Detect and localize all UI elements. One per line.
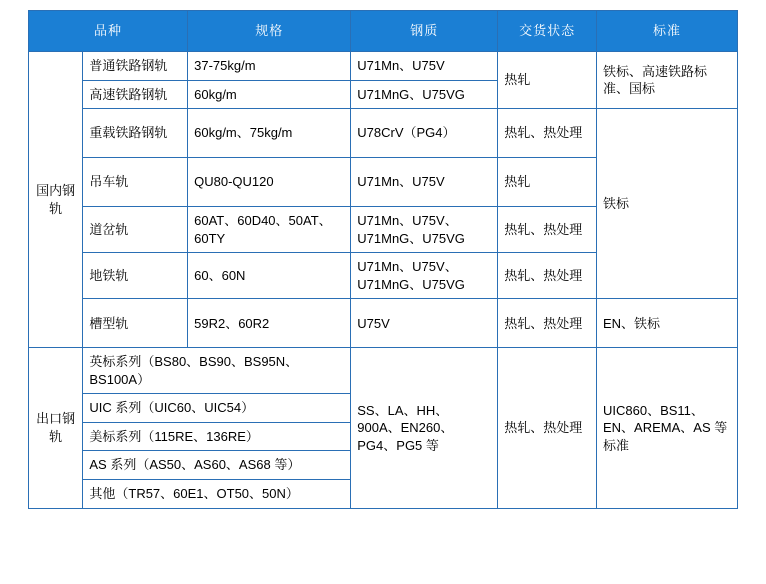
export-spec-american-series: 美标系列（115RE、136RE） xyxy=(83,422,351,451)
table-header xyxy=(29,11,738,52)
export-steel-grades: SS、LA、HH、900A、EN260、PG4、PG5 等 xyxy=(351,348,498,508)
row-spec-crane-rail: QU80-QU120 xyxy=(188,158,351,207)
table-header-row xyxy=(29,11,738,52)
row-steel-grooved-rail: U75V xyxy=(351,299,498,348)
row-kind-metro-rail: 地铁轨 xyxy=(83,253,188,299)
table-body xyxy=(29,52,738,509)
row-kind-crane-rail: 吊车轨 xyxy=(83,158,188,207)
row-delivery-switch-rail: 热轧、热处理 xyxy=(498,207,597,253)
header-cell-standard: 标准 xyxy=(596,11,737,52)
row-steel-crane-rail: U71Mn、U75V xyxy=(351,158,498,207)
row-standard-railway-national: 铁标、高速铁路标准、国标 xyxy=(596,52,737,109)
export-delivery-state: 热轧、热处理 xyxy=(498,348,597,508)
export-spec-british-series: 英标系列（BS80、BS90、BS95N、BS100A） xyxy=(83,348,351,394)
row-standard-railway-standard: 铁标 xyxy=(596,109,737,299)
row-kind-high-speed-railway-rail: 高速铁路钢轨 xyxy=(83,80,188,109)
row-delivery-heavy-haul-railway-rail: 热轧、热处理 xyxy=(498,109,597,158)
row-spec-switch-rail: 60AT、60D40、50AT、60TY xyxy=(188,207,351,253)
row-steel-heavy-haul-railway-rail: U78CrV（PG4） xyxy=(351,109,498,158)
row-delivery-grooved-rail: 热轧、热处理 xyxy=(498,299,597,348)
header-cell-specification: 规格 xyxy=(188,11,351,52)
group-label-export-rail: 出口钢轨 xyxy=(29,348,83,508)
export-spec-uic-series: UIC 系列（UIC60、UIC54） xyxy=(83,394,351,423)
row-kind-ordinary-railway-rail: 普通铁路钢轨 xyxy=(83,52,188,81)
export-spec-as-series: AS 系列（AS50、AS60、AS68 等） xyxy=(83,451,351,480)
row-spec-metro-rail: 60、60N xyxy=(188,253,351,299)
header-cell-variety: 品种 xyxy=(29,11,188,52)
row-spec-heavy-haul-railway-rail: 60kg/m、75kg/m xyxy=(188,109,351,158)
row-steel-high-speed-railway-rail: U71MnG、U75VG xyxy=(351,80,498,109)
row-kind-heavy-haul-railway-rail: 重载铁路钢轨 xyxy=(83,109,188,158)
table-row xyxy=(29,52,738,81)
table-row xyxy=(29,299,738,348)
row-steel-ordinary-railway-rail: U71Mn、U75V xyxy=(351,52,498,81)
row-delivery-hot-rolled-1: 热轧 xyxy=(498,52,597,109)
header-cell-steel-grade: 钢质 xyxy=(351,11,498,52)
row-delivery-metro-rail: 热轧、热处理 xyxy=(498,253,597,299)
row-kind-switch-rail: 道岔轨 xyxy=(83,207,188,253)
row-steel-switch-rail: U71Mn、U75V、U71MnG、U75VG xyxy=(351,207,498,253)
header-cell-delivery-state: 交货状态 xyxy=(498,11,597,52)
row-spec-ordinary-railway-rail: 37-75kg/m xyxy=(188,52,351,81)
row-delivery-crane-rail: 热轧 xyxy=(498,158,597,207)
row-spec-grooved-rail: 59R2、60R2 xyxy=(188,299,351,348)
row-kind-grooved-rail: 槽型轨 xyxy=(83,299,188,348)
row-spec-high-speed-railway-rail: 60kg/m xyxy=(188,80,351,109)
export-spec-other-series: 其他（TR57、60E1、OT50、50N） xyxy=(83,480,351,509)
export-standards: UIC860、BS11、EN、AREMA、AS 等标准 xyxy=(596,348,737,508)
row-steel-metro-rail: U71Mn、U75V、U71MnG、U75VG xyxy=(351,253,498,299)
table-row xyxy=(29,109,738,158)
rail-specification-table xyxy=(28,10,738,509)
row-standard-grooved-rail: EN、铁标 xyxy=(596,299,737,348)
table-row xyxy=(29,348,738,394)
group-label-domestic-rail: 国内钢轨 xyxy=(29,52,83,348)
